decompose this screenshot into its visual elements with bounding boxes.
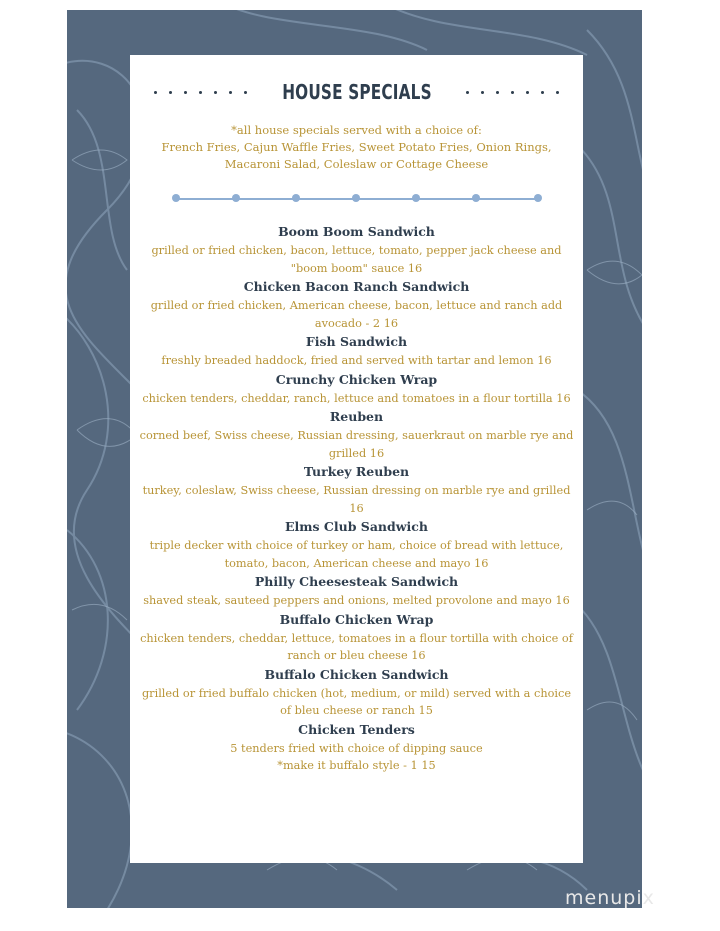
item-name: Elms Club Sandwich bbox=[285, 519, 428, 534]
menu-item bbox=[130, 370, 583, 408]
menu-item bbox=[130, 610, 583, 665]
menu-items bbox=[130, 222, 583, 775]
item-description: turkey, coleslaw, Swiss cheese, Russian dressing on marble rye and grilled 16 bbox=[142, 484, 571, 515]
item-name: Fish Sandwich bbox=[305, 334, 408, 349]
menu-item bbox=[130, 222, 583, 277]
item-description-extra: *make it buffalo style - 1 15 bbox=[277, 759, 436, 772]
dots-right bbox=[466, 91, 559, 94]
item-description: chicken tenders, cheddar, lettuce, tomatoes in a flour tortilla with choice of ranch or bleu cheese 16 bbox=[140, 631, 573, 662]
item-name: Reuben bbox=[329, 409, 384, 424]
item-description: corned beef, Swiss cheese, Russian dressing, sauerkraut on marble rye and grilled 16 bbox=[139, 429, 574, 460]
item-name: Buffalo Chicken Sandwich bbox=[264, 666, 449, 682]
menu-item bbox=[130, 332, 583, 370]
dotted-divider bbox=[172, 193, 542, 205]
item-description: chicken tenders, cheddar, ranch, lettuce and tomatoes in a flour tortilla 16 bbox=[142, 391, 571, 405]
item-description: grilled or fried chicken, American cheese, bacon, lettuce and ranch add avocado - 2 16 bbox=[150, 299, 563, 330]
item-name: Buffalo Chicken Wrap bbox=[279, 611, 434, 627]
divider-dot bbox=[232, 194, 240, 202]
divider-dot bbox=[534, 194, 542, 202]
dots-left bbox=[154, 91, 247, 94]
item-description: shaved steak, sauteed peppers and onions, melted provolone and mayo 16 bbox=[143, 594, 570, 607]
item-description: 5 tenders fried with choice of dipping sauce bbox=[230, 741, 483, 755]
item-description: grilled or fried buffalo chicken (hot, medium, or mild) served with a choice of bleu cheese or ranch 15 bbox=[141, 686, 572, 717]
menu-item bbox=[130, 407, 583, 462]
item-description: grilled or fried chicken, bacon, lettuce, tomato, pepper jack cheese and "boom boom" sauce 16 bbox=[151, 244, 562, 275]
sides-note-line: French Fries, Cajun Waffle Fries, Sweet Potato Fries, Onion Rings, bbox=[161, 140, 552, 154]
menu-item bbox=[130, 277, 583, 332]
item-name: Philly Cheesesteak Sandwich bbox=[254, 574, 459, 589]
item-name: Chicken Tenders bbox=[298, 721, 415, 737]
divider-dot bbox=[172, 194, 180, 202]
item-name: Crunchy Chicken Wrap bbox=[275, 371, 438, 387]
page-title: HOUSE SPECIALS bbox=[281, 80, 432, 104]
header bbox=[130, 80, 583, 104]
menu-panel bbox=[130, 55, 583, 863]
divider-dot bbox=[352, 194, 360, 202]
sides-note-line: *all house specials served with a choice of: bbox=[231, 123, 482, 137]
menu-item bbox=[130, 517, 583, 572]
sides-note bbox=[130, 122, 583, 173]
divider-dot bbox=[292, 194, 300, 202]
divider-dot bbox=[472, 194, 480, 202]
menu-item bbox=[130, 462, 583, 517]
item-name: Chicken Bacon Ranch Sandwich bbox=[243, 279, 470, 294]
item-name: Turkey Reuben bbox=[303, 464, 410, 479]
menu-item bbox=[130, 572, 583, 610]
watermark: menupix bbox=[565, 887, 655, 909]
sides-note-line: Macaroni Salad, Coleslaw or Cottage Cheese bbox=[224, 157, 489, 171]
item-name: Boom Boom Sandwich bbox=[278, 224, 435, 239]
divider-dot bbox=[412, 194, 420, 202]
menu-item bbox=[130, 665, 583, 720]
item-description: freshly breaded haddock, fried and served with tartar and lemon 16 bbox=[161, 354, 552, 367]
item-description: triple decker with choice of turkey or ham, choice of bread with lettuce, tomato, bacon, American cheese and mayo 16 bbox=[149, 539, 564, 570]
menu-item bbox=[130, 720, 583, 775]
